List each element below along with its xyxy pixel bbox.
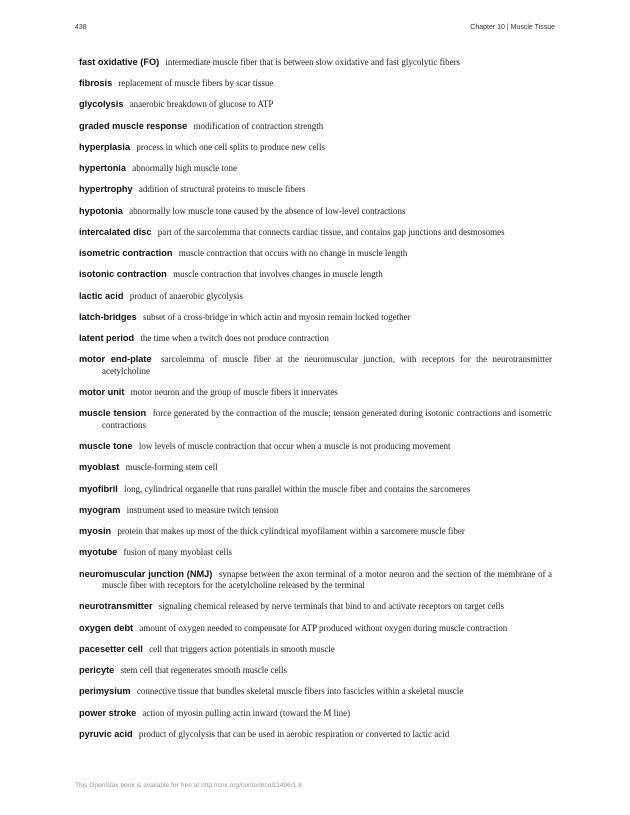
glossary-definition: intermediate muscle fiber that is between slow oxidative and fast glycolytic fibers bbox=[165, 57, 461, 67]
glossary-entry bbox=[79, 57, 552, 69]
glossary-term: isometric contraction bbox=[79, 248, 173, 259]
glossary-term: intercalated disc bbox=[79, 226, 152, 237]
glossary-entry bbox=[79, 408, 552, 431]
glossary-term: power stroke bbox=[79, 707, 137, 718]
chapter-title: Chapter 10 | Muscle Tissue bbox=[470, 24, 555, 31]
glossary-term: latch-bridges bbox=[79, 311, 137, 322]
glossary-term: hypertonia bbox=[79, 163, 126, 174]
glossary-definition: cell that triggers action potentials in smooth muscle bbox=[149, 643, 335, 654]
glossary-entry bbox=[79, 78, 552, 90]
glossary-definition: connective tissue that bundles skeletal muscle fibers into fascicles within a skeletal muscle bbox=[136, 686, 464, 697]
glossary-term: pacesetter cell bbox=[79, 643, 143, 654]
glossary-definition: low levels of muscle contraction that occur when a muscle is not producing movement bbox=[138, 441, 451, 452]
glossary-term: oxygen debt bbox=[79, 622, 134, 633]
glossary-entry bbox=[79, 354, 552, 377]
glossary-entry bbox=[79, 163, 552, 175]
glossary-definition: product of glycolysis that can be used in aerobic respiration or converted to lactic acid bbox=[138, 728, 450, 739]
glossary-entry bbox=[79, 333, 552, 345]
glossary-definition: muscle contraction that involves changes in muscle length bbox=[173, 269, 383, 280]
glossary-term: isotonic contraction bbox=[79, 269, 167, 280]
glossary-term: graded muscle response bbox=[79, 120, 188, 131]
glossary-entry bbox=[79, 708, 552, 720]
glossary-entry bbox=[79, 121, 552, 133]
glossary-definition: long, cylindrical organelle that runs parallel within the muscle fiber and contains the sarcomeres bbox=[124, 483, 471, 494]
glossary-definition: part of the sarcolemma that connects cardiac tissue, and contains gap junctions and desmosomes bbox=[157, 226, 505, 237]
glossary-definition: fusion of many myoblast cells bbox=[123, 547, 233, 558]
glossary-entry bbox=[79, 99, 552, 111]
glossary-definition: subset of a cross-bridge in which actin and myosin remain locked together bbox=[142, 311, 411, 322]
glossary-definition: abnormally high muscle tone bbox=[132, 163, 237, 174]
glossary-term: perimysium bbox=[79, 686, 131, 697]
glossary-entry bbox=[79, 227, 552, 239]
glossary-entry bbox=[79, 184, 552, 196]
glossary-term: glycolysis bbox=[79, 99, 124, 110]
glossary-definition: product of anaerobic glycolysis bbox=[129, 290, 243, 301]
glossary-entry bbox=[79, 665, 552, 677]
page-header bbox=[75, 24, 555, 36]
glossary-term: myogram bbox=[79, 504, 121, 515]
glossary-definition: sarcolemma of muscle fiber at the neuromuscular junction, with receptors for the neurotransmitter acetylcholine bbox=[102, 354, 552, 376]
glossary-term: myosin bbox=[79, 526, 112, 537]
glossary-definition: amount of oxygen needed to compensate for ATP produced without oxygen during muscle contraction bbox=[139, 622, 508, 633]
glossary-list bbox=[79, 57, 552, 750]
glossary-entry bbox=[79, 269, 552, 281]
glossary-entry bbox=[79, 441, 552, 453]
glossary-term: latent period bbox=[79, 333, 135, 344]
glossary-term: fibrosis bbox=[79, 78, 113, 89]
glossary-term: myoblast bbox=[79, 462, 120, 473]
glossary-entry bbox=[79, 142, 552, 154]
glossary-entry bbox=[79, 623, 552, 635]
glossary-term: lactic acid bbox=[79, 290, 124, 301]
glossary-definition: instrument used to measure twitch tension bbox=[126, 504, 279, 515]
glossary-entry bbox=[79, 484, 552, 496]
glossary-entry bbox=[79, 526, 552, 538]
glossary-term: motor unit bbox=[79, 387, 125, 398]
glossary-entry bbox=[79, 387, 552, 399]
glossary-definition: replacement of muscle fibers by scar tissue bbox=[118, 78, 274, 89]
glossary-definition: stem cell that regenerates smooth muscle cells bbox=[120, 665, 287, 676]
glossary-entry bbox=[79, 312, 552, 324]
glossary-entry bbox=[79, 462, 552, 474]
glossary-term: neuromuscular junction (NMJ) bbox=[79, 568, 213, 579]
glossary-entry bbox=[79, 601, 552, 613]
glossary-definition: force generated by the contraction of the muscle; tension generated during isotonic contractions and isometric contractions bbox=[102, 408, 552, 430]
glossary-term: hypertrophy bbox=[79, 184, 133, 195]
glossary-term: hyperplasia bbox=[79, 141, 131, 152]
glossary-definition: muscle contraction that occurs with no change in muscle length bbox=[178, 248, 408, 259]
glossary-entry bbox=[79, 729, 552, 741]
glossary-term: neurotransmitter bbox=[79, 601, 153, 612]
page-footer: This OpenStax book is available for free at http://cnx.org/content/col11496/1.8 bbox=[75, 782, 302, 789]
glossary-term: motor end-plate bbox=[79, 354, 152, 365]
glossary-definition: abnormally low muscle tone caused by the absence of low-level contractions bbox=[129, 205, 406, 216]
glossary-term: hypotonia bbox=[79, 205, 123, 216]
glossary-definition: signaling chemical released by nerve terminals that bind to and activate receptors on target cells bbox=[158, 601, 504, 612]
glossary-term: myotube bbox=[79, 547, 118, 558]
page-number: 438 bbox=[75, 24, 87, 31]
glossary-definition: muscle-forming stem cell bbox=[125, 462, 218, 473]
glossary-term: pyruvic acid bbox=[79, 728, 133, 739]
glossary-definition: the time when a twitch does not produce contraction bbox=[140, 333, 329, 344]
glossary-term: myofibril bbox=[79, 483, 118, 494]
glossary-entry bbox=[79, 644, 552, 656]
glossary-entry bbox=[79, 547, 552, 559]
glossary-term: muscle tone bbox=[79, 441, 133, 452]
glossary-entry bbox=[79, 206, 552, 218]
glossary-definition: anaerobic breakdown of glucose to ATP bbox=[129, 99, 274, 110]
glossary-definition: synapse between the axon terminal of a motor neuron and the section of the membrane of a muscle fiber with receptors for the acetylcholine released by the terminal bbox=[102, 568, 552, 591]
glossary-definition: modification of contraction strength bbox=[193, 120, 324, 131]
glossary-entry bbox=[79, 291, 552, 303]
glossary-entry bbox=[79, 686, 552, 698]
glossary-entry bbox=[79, 569, 552, 592]
glossary-term: fast oxidative (FO) bbox=[79, 57, 160, 67]
glossary-term: muscle tension bbox=[79, 408, 147, 419]
glossary-definition: addition of structural proteins to muscle fibers bbox=[138, 184, 306, 195]
glossary-definition: process in which one cell splits to produce new cells bbox=[136, 141, 326, 152]
glossary-entry bbox=[79, 248, 552, 260]
glossary-definition: action of myosin pulling actin inward (toward the M line) bbox=[142, 707, 351, 718]
glossary-definition: protein that makes up most of the thick cylindrical myofilament within a sarcomere muscle fiber bbox=[117, 526, 465, 537]
glossary-definition: motor neuron and the group of muscle fibers it innervates bbox=[130, 387, 338, 398]
glossary-entry bbox=[79, 505, 552, 517]
glossary-term: pericyte bbox=[79, 665, 115, 676]
